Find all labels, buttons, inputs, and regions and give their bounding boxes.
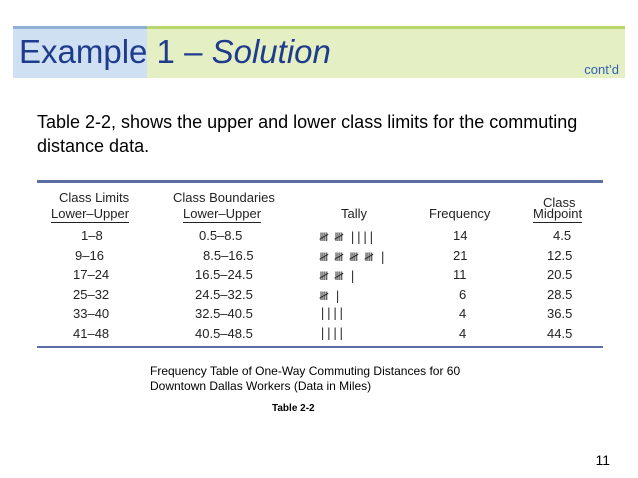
cell-frequency: 21	[453, 247, 468, 263]
cell-limits: 1–8	[81, 228, 103, 243]
cell-limits: 33–40	[73, 306, 110, 321]
table-row	[37, 303, 603, 323]
cell-boundaries: 16.5–24.5	[195, 267, 253, 282]
header-lower-upper-boundaries: Lower–Upper	[183, 206, 262, 221]
cell-boundaries: 40.5–48.5	[195, 325, 253, 341]
cell-midpoint: 44.5	[547, 325, 573, 341]
header-midpoint: Midpoint	[533, 206, 583, 221]
header-class-boundaries: Class Boundaries	[173, 190, 275, 205]
table-bottom-rule	[37, 346, 603, 348]
cell-frequency: 6	[459, 286, 467, 302]
cell-frequency: 4	[459, 325, 467, 341]
table-row	[37, 323, 603, 343]
header-frequency: Frequency	[429, 206, 491, 221]
slide-title-main: Example 1 –	[19, 33, 212, 70]
cell-limits: 41–48	[73, 325, 110, 341]
cell-tally: ||||	[319, 325, 344, 340]
cell-limits: 9–16	[75, 247, 104, 263]
table-row	[37, 225, 603, 245]
title-band-top-rule-blue	[13, 26, 147, 29]
cell-limits: 17–24	[73, 267, 110, 282]
cell-tally: 𝍸 𝍸 ||||	[319, 230, 374, 244]
cell-tally: 𝍸 |	[319, 288, 341, 303]
cell-midpoint: 12.5	[547, 247, 573, 263]
cell-frequency: 14	[453, 228, 468, 243]
cell-boundaries: 32.5–40.5	[195, 306, 253, 321]
cell-midpoint: 36.5	[547, 306, 573, 321]
cell-boundaries: 24.5–32.5	[195, 286, 253, 302]
frequency-table	[37, 180, 603, 348]
intro-text: Table 2-2, shows the upper and lower class limits for the commuting distance data.	[37, 112, 578, 156]
table-row	[37, 284, 603, 304]
cell-tally: ||||	[319, 306, 344, 320]
table-body	[37, 223, 603, 342]
table-number-label: Table 2-2	[272, 403, 315, 414]
cell-boundaries: 8.5–16.5	[203, 247, 254, 263]
cell-boundaries: 0.5–8.5	[199, 228, 243, 243]
cell-frequency: 11	[453, 267, 467, 282]
title-band-top-rule-green	[147, 26, 625, 29]
header-class: Class	[543, 195, 576, 210]
slide-title-italic: Solution	[211, 33, 331, 70]
header-tally: Tally	[341, 206, 368, 221]
cell-frequency: 4	[459, 306, 467, 321]
page-number: 11	[595, 452, 610, 468]
continued-label: cont’d	[584, 62, 619, 77]
cell-midpoint: 20.5	[547, 267, 573, 282]
table-caption: Frequency Table of One-Way Commuting Distances for 60 Downtown Dallas Workers (Data in Miles)	[150, 364, 461, 393]
slide-title	[19, 34, 331, 70]
cell-midpoint: 4.5	[553, 228, 572, 243]
cell-tally: 𝍸 𝍸 |	[319, 269, 356, 283]
header-lower-upper-limits: Lower–Upper	[51, 206, 130, 221]
cell-midpoint: 28.5	[547, 286, 573, 302]
table-header	[37, 183, 603, 223]
header-class-limits: Class Limits	[59, 190, 130, 205]
cell-tally: 𝍸 𝍸 𝍸 𝍸 |	[319, 249, 386, 264]
cell-limits: 25–32	[73, 286, 110, 302]
table-row	[37, 264, 603, 284]
table-row	[37, 245, 603, 265]
